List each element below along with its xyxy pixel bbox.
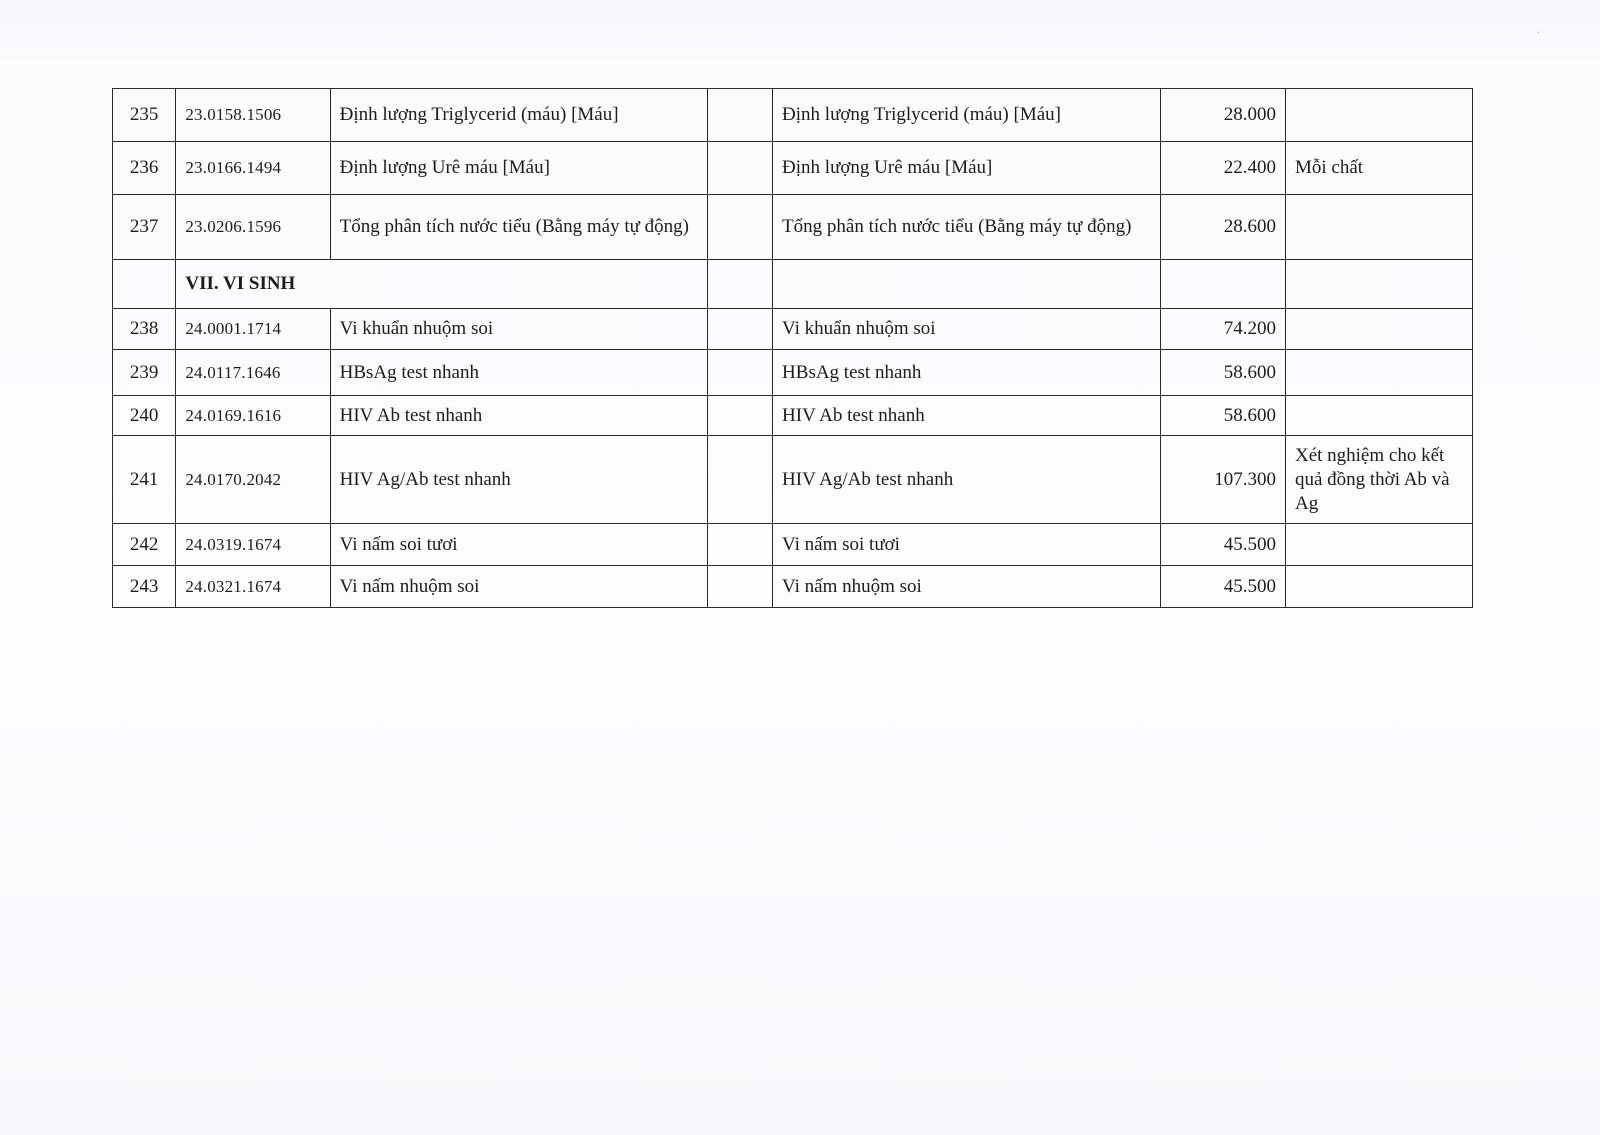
price-table — [112, 88, 1473, 608]
price: 45.500 — [1161, 524, 1286, 566]
row-number: 243 — [113, 566, 176, 608]
price: 45.500 — [1161, 566, 1286, 608]
empty-cell — [1285, 260, 1472, 309]
service-name: Định lượng Urê máu [Máu] — [330, 142, 707, 195]
empty-cell — [707, 396, 772, 436]
empty-cell — [773, 260, 1161, 309]
price: 58.600 — [1161, 396, 1286, 436]
note — [1285, 566, 1472, 608]
table-row — [113, 524, 1473, 566]
row-number: 239 — [113, 350, 176, 396]
table-row — [113, 436, 1473, 524]
service-name: Vi nấm soi tươi — [330, 524, 707, 566]
table-row — [113, 89, 1473, 142]
row-number: 238 — [113, 309, 176, 350]
service-name-approved: HBsAg test nhanh — [773, 350, 1161, 396]
service-name: HIV Ab test nhanh — [330, 396, 707, 436]
service-name: Tổng phân tích nước tiểu (Bằng máy tự động) — [330, 195, 707, 260]
note — [1285, 195, 1472, 260]
note: Xét nghiệm cho kết quả đồng thời Ab và Ag — [1285, 436, 1472, 524]
price: 28.600 — [1161, 195, 1286, 260]
service-name-approved: Vi khuẩn nhuộm soi — [773, 309, 1161, 350]
note — [1285, 89, 1472, 142]
price: 58.600 — [1161, 350, 1286, 396]
row-number: 242 — [113, 524, 176, 566]
empty-cell — [113, 260, 176, 309]
service-name: Định lượng Triglycerid (máu) [Máu] — [330, 89, 707, 142]
row-number: 237 — [113, 195, 176, 260]
service-name: Vi nấm nhuộm soi — [330, 566, 707, 608]
service-name-approved: HIV Ab test nhanh — [773, 396, 1161, 436]
service-name: HBsAg test nhanh — [330, 350, 707, 396]
price: 22.400 — [1161, 142, 1286, 195]
service-name: HIV Ag/Ab test nhanh — [330, 436, 707, 524]
empty-cell — [707, 524, 772, 566]
price: 74.200 — [1161, 309, 1286, 350]
service-name-approved: HIV Ag/Ab test nhanh — [773, 436, 1161, 524]
table-row — [113, 350, 1473, 396]
empty-cell — [707, 142, 772, 195]
service-name-approved: Tổng phân tích nước tiểu (Bằng máy tự động) — [773, 195, 1161, 260]
service-name: Vi khuẩn nhuộm soi — [330, 309, 707, 350]
scan-speck: · — [1536, 28, 1540, 39]
empty-cell — [707, 309, 772, 350]
note — [1285, 350, 1472, 396]
section-row — [113, 260, 1473, 309]
service-code: 23.0206.1596 — [176, 195, 330, 260]
price: 107.300 — [1161, 436, 1286, 524]
row-number: 240 — [113, 396, 176, 436]
service-code: 24.0319.1674 — [176, 524, 330, 566]
note — [1285, 524, 1472, 566]
service-code: 24.0001.1714 — [176, 309, 330, 350]
empty-cell — [707, 89, 772, 142]
empty-cell — [1161, 260, 1286, 309]
empty-cell — [707, 436, 772, 524]
service-code: 24.0117.1646 — [176, 350, 330, 396]
note — [1285, 396, 1472, 436]
row-number: 236 — [113, 142, 176, 195]
price: 28.000 — [1161, 89, 1286, 142]
empty-cell — [707, 350, 772, 396]
table-row — [113, 566, 1473, 608]
note: Mỗi chất — [1285, 142, 1472, 195]
section-title: VII. VI SINH — [176, 260, 707, 309]
row-number: 235 — [113, 89, 176, 142]
service-name-approved: Vi nấm soi tươi — [773, 524, 1161, 566]
service-name-approved: Định lượng Urê máu [Máu] — [773, 142, 1161, 195]
service-code: 24.0170.2042 — [176, 436, 330, 524]
service-code: 23.0166.1494 — [176, 142, 330, 195]
service-code: 24.0169.1616 — [176, 396, 330, 436]
empty-cell — [707, 566, 772, 608]
note — [1285, 309, 1472, 350]
table-row — [113, 142, 1473, 195]
table-row — [113, 195, 1473, 260]
empty-cell — [707, 260, 772, 309]
service-code: 23.0158.1506 — [176, 89, 330, 142]
service-name-approved: Vi nấm nhuộm soi — [773, 566, 1161, 608]
service-name-approved: Định lượng Triglycerid (máu) [Máu] — [773, 89, 1161, 142]
row-number: 241 — [113, 436, 176, 524]
service-code: 24.0321.1674 — [176, 566, 330, 608]
empty-cell — [707, 195, 772, 260]
table-row — [113, 396, 1473, 436]
table-row — [113, 309, 1473, 350]
